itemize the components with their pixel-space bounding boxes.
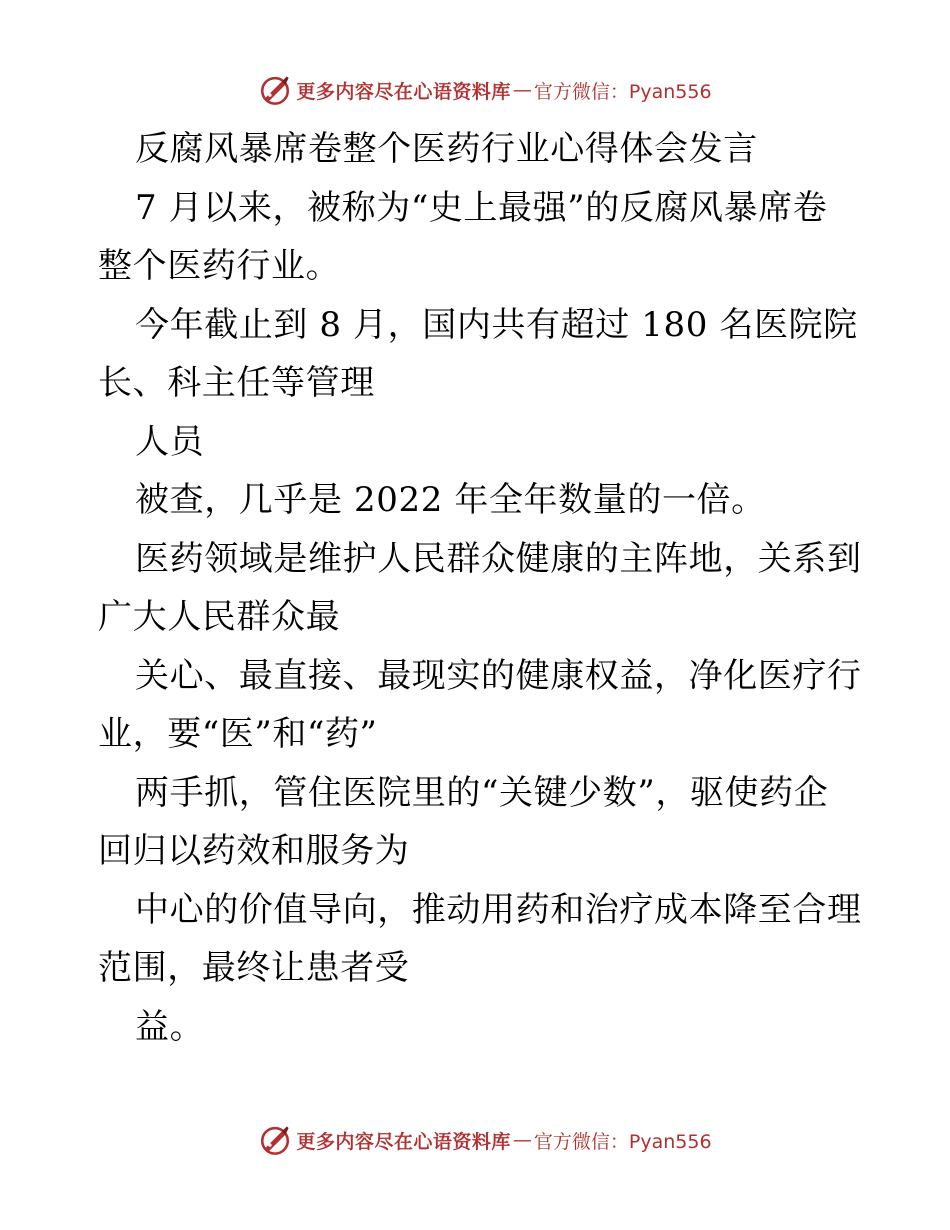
text-line: 益。 [135, 1006, 205, 1047]
document-title: 反腐风暴席卷整个医药行业心得体会发言 [135, 129, 758, 169]
text-line: 长、科主任等管理 [98, 363, 375, 403]
text-line: 人员 [135, 421, 205, 462]
pen-logo-icon [258, 1123, 292, 1157]
watermark-text: 更多内容尽在心语资料库 [296, 80, 511, 103]
text-line: 整个医药行业。 [98, 246, 341, 286]
watermark-group [258, 1123, 711, 1157]
text-line: 业，要“医”和“药” [98, 714, 378, 754]
text-line: 今年截止到 8 月，国内共有超过 180 名医院院 [135, 304, 858, 345]
text-line: 范围，最终让患者受 [98, 948, 410, 988]
text-line: 关心、最直接、最现实的健康权益，净化医疗行 [135, 655, 862, 696]
footer-watermark [0, 1120, 950, 1160]
watermark-separator: — [512, 79, 532, 101]
text-line: 中心的价值导向，推动用药和治疗成本降至合理 [135, 889, 862, 930]
text-line: 7 月以来，被称为“史上最强”的反腐风暴席卷 [135, 187, 828, 228]
text-line: 广大人民群众最 [98, 597, 341, 637]
text-line: 回归以药效和服务为 [98, 831, 410, 871]
watermark-group [258, 73, 711, 107]
watermark-wechat: 官方微信：Pyan556 [533, 1130, 712, 1153]
watermark-separator: — [512, 1129, 532, 1151]
header-watermark [0, 70, 950, 110]
text-line: 被查，几乎是 2022 年全年数量的一倍。 [135, 480, 766, 520]
watermark-text: 更多内容尽在心语资料库 [296, 1130, 511, 1153]
document-body [98, 120, 862, 1056]
text-line: 两手抓，管住医院里的“关键少数”，驱使药企 [135, 772, 829, 813]
text-line: 医药领域是维护人民群众健康的主阵地，关系到 [135, 538, 862, 579]
pen-logo-icon [258, 73, 292, 107]
watermark-wechat: 官方微信：Pyan556 [533, 80, 712, 103]
